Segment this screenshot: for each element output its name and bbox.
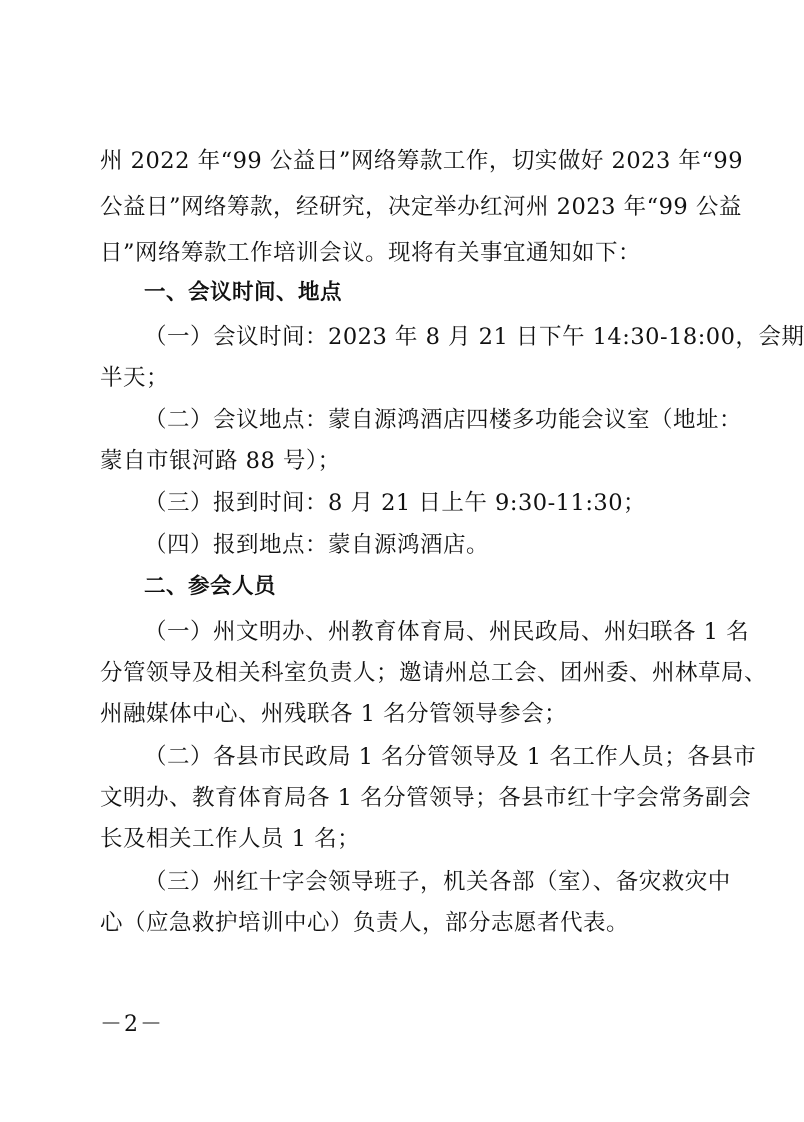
section-heading: 一、会议时间、地点: [144, 280, 343, 305]
list-item-line: （一）会议时间：2023 年 8 月 21 日下午 14:30-18:00，会期: [144, 324, 804, 350]
list-item-line: （三）报到时间：8 月 21 日上午 9:30-11:30；: [144, 490, 647, 516]
section-heading: 二、参会人员: [144, 574, 277, 599]
paragraph-line: 州 2022 年“99 公益日”网络筹款工作，切实做好 2023 年“99: [100, 148, 744, 174]
list-item-line: 蒙自市银河路 88 号）；: [100, 448, 341, 474]
list-item-line: 半天；: [100, 365, 170, 391]
list-item-line: （一）州文明办、州教育体育局、州民政局、州妇联各 1 名: [144, 619, 750, 645]
list-item-line: 分管领导及相关科室负责人；邀请州总工会、团州委、州林草局、: [100, 660, 768, 686]
page-number: －2－: [100, 1012, 164, 1037]
list-item-line: 心（应急救护培训中心）负责人，部分志愿者代表。: [100, 910, 630, 936]
paragraph-line: 日”网络筹款工作培训会议。现将有关事宜通知如下：: [100, 240, 642, 266]
list-item-line: 长及相关工作人员 1 名；: [100, 826, 361, 852]
list-item-line: （二）会议地点：蒙自源鸿酒店四楼多功能会议室（地址：: [144, 407, 743, 433]
list-item-line: （四）报到地点：蒙自源鸿酒店。: [144, 532, 490, 558]
list-item-line: 文明办、教育体育局各 1 名分管领导；各县市红十字会常务副会: [100, 785, 752, 811]
list-item-line: 州融媒体中心、州残联各 1 名分管领导参会；: [100, 701, 568, 727]
paragraph-line: 公益日”网络筹款，经研究，决定举办红河州 2023 年“99 公益: [100, 194, 742, 220]
list-item-line: （三）州红十字会领导班子，机关各部（室）、备灾救灾中: [144, 869, 731, 895]
list-item-line: （二）各县市民政局 1 名分管领导及 1 名工作人员；各县市: [144, 744, 757, 770]
